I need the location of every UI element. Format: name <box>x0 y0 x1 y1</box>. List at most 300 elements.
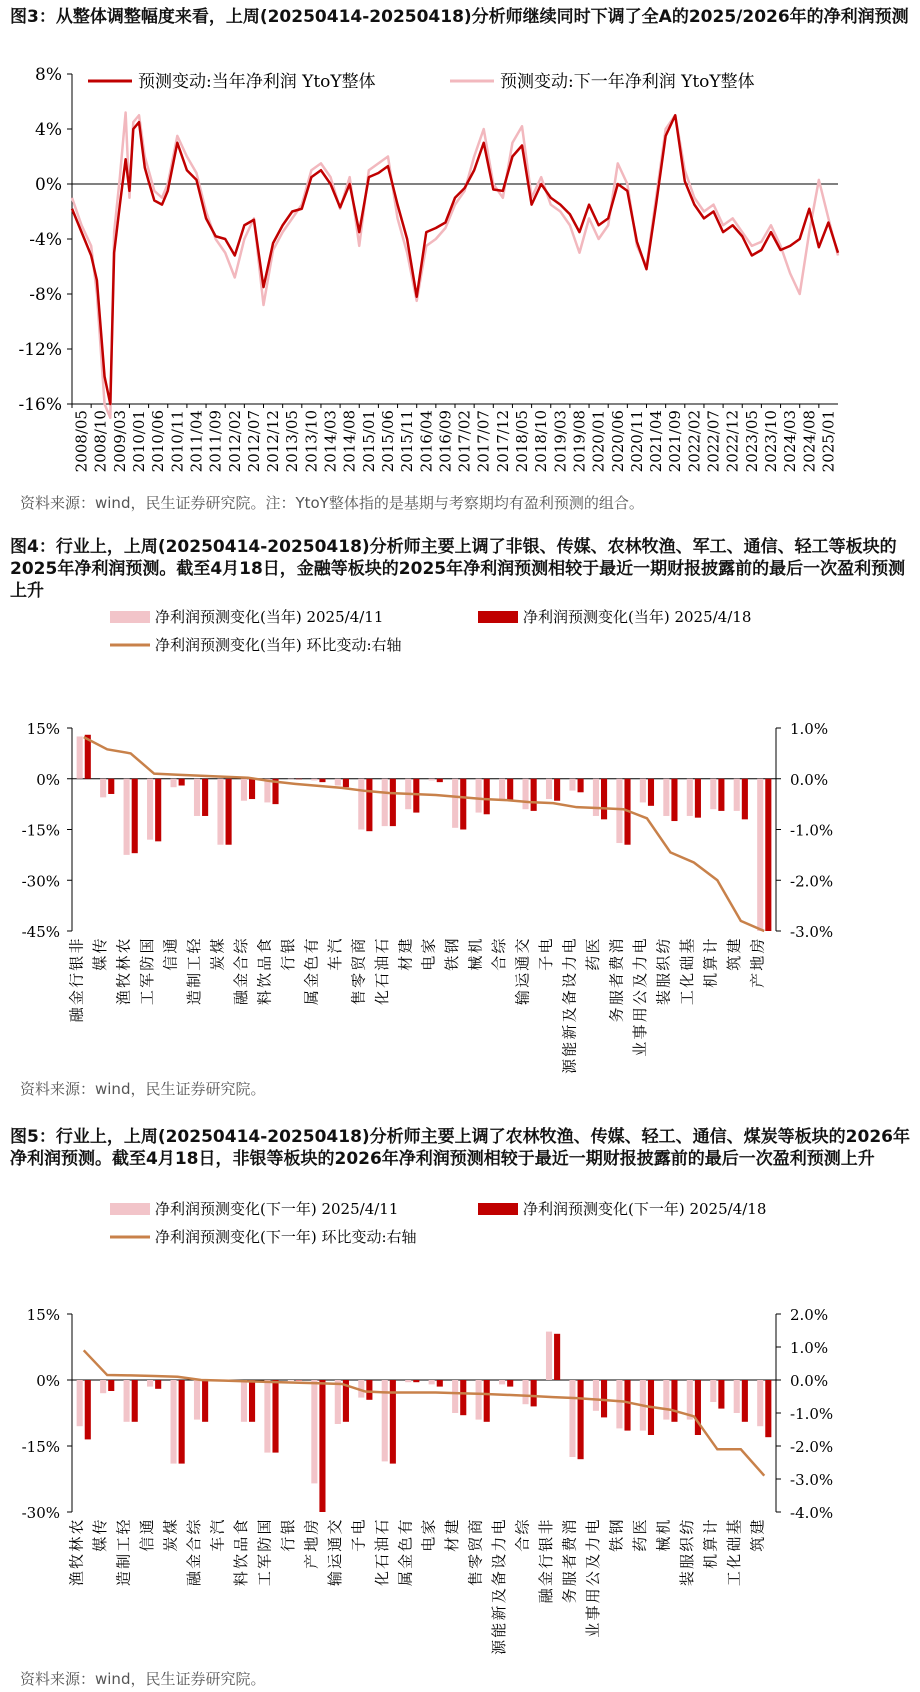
category-label-char: 煤 <box>161 1519 180 1535</box>
category-label-char: 属 <box>302 990 321 1006</box>
bar-curr <box>179 1380 185 1464</box>
x-tick-label: 2011/09 <box>206 410 225 473</box>
bar-prev <box>288 1380 294 1381</box>
category-label-char: 及 <box>560 1007 579 1023</box>
category-label-char: 金 <box>396 1553 415 1569</box>
bar-prev <box>429 1380 435 1384</box>
category-label-char: 建 <box>396 938 415 954</box>
x-tick-label: 2016/04 <box>417 410 436 473</box>
category-label-char: 机 <box>654 1519 673 1535</box>
bar-prev <box>452 779 458 828</box>
bar-curr <box>460 1380 466 1415</box>
bar-curr <box>296 779 302 780</box>
chart4-svg <box>0 602 920 1074</box>
category-label-char: 计 <box>701 938 720 954</box>
category-label-char: 渔 <box>114 990 133 1006</box>
category-label-char: 通 <box>161 938 180 954</box>
bar-prev <box>170 1380 176 1464</box>
bar-prev <box>710 1380 716 1402</box>
category-label-char: 零 <box>349 972 368 988</box>
category-label-char: 金 <box>185 1553 204 1569</box>
category-label-char: 及 <box>584 1553 602 1569</box>
bar-curr <box>108 779 114 794</box>
bar-curr <box>202 779 208 816</box>
y2-tick-label: -2.0% <box>790 872 834 891</box>
category-label-char: 服 <box>560 1571 579 1587</box>
chart3-source: 资料来源：wind，民生证券研究院。注：YtoY整体指的是基期与考察期均有盈利预测的组合。 <box>20 494 644 512</box>
bar-prev <box>593 1380 599 1411</box>
category-label-char: 合 <box>232 955 250 971</box>
bar-curr <box>155 1380 161 1389</box>
category-label-char: 及 <box>630 972 649 988</box>
category-label-char: 装 <box>677 1571 696 1587</box>
bar-curr <box>132 779 138 853</box>
category-label-char: 贸 <box>349 955 368 971</box>
category-label-char: 军 <box>138 972 157 988</box>
bar-curr <box>765 1380 771 1437</box>
bar-curr <box>484 1380 490 1422</box>
bar-prev <box>147 1380 153 1387</box>
category-label-char: 综 <box>232 938 250 954</box>
bar-prev <box>124 779 130 855</box>
category-label-char: 炭 <box>208 955 227 971</box>
bar-prev <box>170 779 176 787</box>
category-label-char: 者 <box>560 1553 579 1569</box>
bar-curr <box>366 1380 372 1400</box>
bar-curr <box>249 779 255 799</box>
category-label-char: 纺 <box>677 1519 696 1535</box>
category-label-char: 费 <box>607 955 626 971</box>
bar-curr <box>437 779 443 782</box>
y2-tick-label: -3.0% <box>790 1471 834 1489</box>
bar-curr <box>366 779 372 831</box>
legend-swatch-prev <box>110 1203 150 1215</box>
category-label-char: 能 <box>490 1622 509 1638</box>
category-label-char: 金 <box>67 990 86 1006</box>
category-label-char: 机 <box>466 938 485 954</box>
category-label-char: 化 <box>372 990 391 1006</box>
figure-5 <box>0 1120 920 1692</box>
category-label-char: 公 <box>630 990 649 1006</box>
category-label-char: 机 <box>701 1553 720 1569</box>
y-tick-label: 8% <box>35 65 62 85</box>
figure-3 <box>0 0 920 520</box>
y-tick-label: -8% <box>29 285 62 305</box>
category-label-char: 服 <box>654 972 673 988</box>
category-label-char: 算 <box>701 955 720 971</box>
x-tick-label: 2018/05 <box>513 410 532 473</box>
category-label-char: 综 <box>490 938 509 954</box>
category-label-char: 行 <box>278 1536 297 1552</box>
category-label-char: 融 <box>537 1588 556 1604</box>
category-label-char: 家 <box>419 1519 438 1535</box>
category-label-char: 渔 <box>67 1571 86 1587</box>
bar-prev <box>194 1380 200 1420</box>
bar-prev <box>217 779 223 845</box>
category-label-char: 材 <box>396 955 415 971</box>
bar-prev <box>264 1380 270 1453</box>
bar-curr <box>437 1380 443 1387</box>
bar-prev <box>358 779 364 830</box>
y2-tick-label: 0.0% <box>790 770 829 789</box>
y-tick-label: 15% <box>26 720 60 738</box>
bar-curr <box>624 1380 630 1431</box>
category-label-char: 力 <box>490 1536 509 1552</box>
category-label-char: 公 <box>584 1571 602 1587</box>
bar-curr <box>413 779 419 813</box>
series-line-next-year <box>72 113 838 418</box>
category-label-char: 费 <box>560 1536 579 1552</box>
bar-prev <box>616 779 622 843</box>
category-label-char: 合 <box>185 1536 204 1552</box>
legend-label-prev: 净利润预测变化(下一年) 2025/4/11 <box>155 1200 399 1218</box>
category-label-char: 融 <box>185 1571 204 1587</box>
x-tick-label: 2015/01 <box>359 410 378 473</box>
x-tick-label: 2013/05 <box>283 410 302 473</box>
bar-prev <box>616 1380 622 1428</box>
category-label-char: 建 <box>748 1519 767 1535</box>
bar-curr <box>296 1380 302 1381</box>
bar-curr <box>554 1334 560 1380</box>
category-label-char: 石 <box>372 1553 391 1569</box>
category-label-char: 传 <box>91 1519 110 1535</box>
category-label-char: 务 <box>607 1007 626 1023</box>
category-label-char: 轻 <box>185 938 204 954</box>
bar-curr <box>484 779 490 815</box>
x-tick-label: 2013/10 <box>302 410 321 473</box>
category-label-char: 金 <box>302 972 321 988</box>
bar-curr <box>742 779 748 820</box>
x-tick-label: 2022/02 <box>685 410 704 473</box>
bar-curr <box>460 779 466 830</box>
category-label-char: 及 <box>490 1588 509 1604</box>
category-label-char: 消 <box>607 938 626 954</box>
x-tick-label: 2012/07 <box>244 410 263 473</box>
legend-label-line: 净利润预测变化(当年) 环比变动:右轴 <box>155 636 402 654</box>
category-label-char: 钢 <box>607 1519 626 1535</box>
category-label-char: 电 <box>490 1519 509 1535</box>
category-label-char: 媒 <box>91 1536 110 1552</box>
y-tick-label: 15% <box>26 1306 60 1324</box>
x-tick-label: 2019/08 <box>570 410 589 473</box>
category-label-char: 食 <box>232 1519 250 1535</box>
x-tick-label: 2010/01 <box>130 410 149 473</box>
category-label-char: 工 <box>724 1571 743 1587</box>
legend-label-next: 预测变动:下一年净利润 YtoY整体 <box>500 72 755 92</box>
bar-curr <box>343 779 349 787</box>
category-label-char: 源 <box>490 1639 509 1655</box>
y-tick-label: -4% <box>29 230 62 250</box>
legend-swatch-curr <box>478 1203 518 1215</box>
category-label-char: 能 <box>560 1041 579 1057</box>
category-label-char: 车 <box>208 1536 227 1552</box>
category-label-char: 电 <box>560 938 579 954</box>
chart5-source: 资料来源：wind，民生证券研究院。 <box>20 1670 266 1688</box>
category-label-char: 药 <box>630 1536 649 1552</box>
category-label-char: 工 <box>255 1571 274 1587</box>
category-label-char: 产 <box>748 972 767 988</box>
category-label-char: 事 <box>630 1024 649 1040</box>
category-label-char: 电 <box>419 1536 438 1552</box>
x-tick-label: 2017/02 <box>455 410 474 473</box>
category-label-char: 牧 <box>67 1553 86 1569</box>
bar-prev <box>640 779 646 803</box>
y-tick-label: 4% <box>35 120 62 140</box>
bar-curr <box>742 1380 748 1422</box>
bar-prev <box>335 779 341 786</box>
category-label-char: 商 <box>466 1519 485 1535</box>
category-label-char: 工 <box>114 1536 133 1552</box>
bar-curr <box>272 1380 278 1453</box>
x-tick-label: 2020/06 <box>608 410 627 473</box>
bar-curr <box>695 779 701 818</box>
x-tick-label: 2022/12 <box>723 410 742 473</box>
category-label-char: 石 <box>372 972 391 988</box>
bar-prev <box>100 1380 106 1393</box>
y2-tick-label: -1.0% <box>790 821 834 840</box>
category-label-char: 防 <box>255 1536 274 1552</box>
x-tick-label: 2017/12 <box>493 410 512 473</box>
bar-curr <box>390 779 396 826</box>
x-tick-label: 2008/10 <box>91 410 110 473</box>
category-label-char: 品 <box>255 955 274 971</box>
bar-prev <box>335 1380 341 1424</box>
bar-prev <box>476 1380 482 1420</box>
chart4-title: 图4：行业上，上周(20250414-20250418)分析师主要上调了非银、传媒、农林牧渔、军工、通信、轻工等板块的2025年净利润预测。截至4月18日，金融等板块的2025年净利润预测相较于最近一期财报披露前的最后一次盈利预测上升 <box>10 537 906 601</box>
chart3-svg <box>0 54 920 514</box>
category-label-char: 工 <box>185 955 204 971</box>
category-label-char: 备 <box>490 1571 509 1587</box>
bar-curr <box>319 1380 325 1512</box>
y-tick-label: 0% <box>36 1372 60 1390</box>
y2-tick-label: -4.0% <box>790 1504 834 1522</box>
bar-curr <box>507 1380 513 1387</box>
bar-prev <box>241 1380 247 1422</box>
bar-curr <box>671 1380 677 1422</box>
category-label-char: 筑 <box>748 1536 767 1552</box>
chart4-source: 资料来源：wind，民生证券研究院。 <box>20 1080 266 1098</box>
x-tick-label: 2019/03 <box>551 410 570 473</box>
bar-prev <box>429 779 435 781</box>
x-tick-label: 2024/08 <box>800 410 819 473</box>
bar-curr <box>155 779 161 842</box>
category-label-char: 售 <box>466 1571 485 1587</box>
bar-curr <box>507 779 513 801</box>
category-label-char: 石 <box>372 1519 391 1535</box>
category-label-char: 务 <box>560 1588 579 1604</box>
category-label-char: 子 <box>537 955 556 971</box>
bar-curr <box>531 1380 537 1406</box>
category-label-char: 银 <box>278 1519 297 1535</box>
category-label-char: 售 <box>349 990 368 1006</box>
bar-curr <box>132 1380 138 1422</box>
bar-curr <box>202 1380 208 1422</box>
y-tick-label: -16% <box>18 395 62 415</box>
category-label-char: 机 <box>701 972 720 988</box>
category-label-char: 建 <box>724 938 743 954</box>
legend-label-curr: 净利润预测变化(当年) 2025/4/18 <box>523 608 752 626</box>
y2-tick-label: 1.0% <box>790 1339 829 1357</box>
category-label-char: 输 <box>513 990 532 1006</box>
category-label-char: 防 <box>138 955 157 971</box>
bar-curr <box>765 779 771 931</box>
category-label-char: 融 <box>232 990 250 1006</box>
x-tick-label: 2011/04 <box>187 410 206 473</box>
legend-swatch-curr <box>478 611 518 623</box>
x-tick-label: 2012/02 <box>225 410 244 473</box>
category-label-char: 械 <box>654 1536 673 1552</box>
category-label-char: 算 <box>701 1536 720 1552</box>
category-label-char: 产 <box>302 1553 321 1569</box>
bar-prev <box>710 779 716 809</box>
bar-prev <box>241 779 247 801</box>
bar-curr <box>718 1380 724 1409</box>
chart5-svg <box>0 1192 920 1662</box>
bar-prev <box>593 779 599 816</box>
x-tick-label: 2010/11 <box>168 410 187 473</box>
y2-tick-label: -2.0% <box>790 1438 834 1456</box>
bar-curr <box>578 1380 584 1459</box>
category-label-char: 力 <box>584 1536 602 1552</box>
bar-prev <box>288 779 294 780</box>
category-label-char: 工 <box>138 990 157 1006</box>
bar-curr <box>413 1380 419 1382</box>
category-label-char: 油 <box>372 955 391 971</box>
category-label-char: 备 <box>560 990 579 1006</box>
category-label-char: 新 <box>490 1605 509 1621</box>
category-label-char: 基 <box>724 1519 743 1535</box>
category-label-char: 通 <box>325 1536 344 1552</box>
x-tick-label: 2012/12 <box>264 410 283 473</box>
y-tick-label: -12% <box>18 340 62 360</box>
category-label-char: 信 <box>161 955 180 971</box>
category-label-char: 基 <box>677 938 696 954</box>
category-label-char: 汽 <box>325 938 344 954</box>
category-label-char: 医 <box>584 938 602 954</box>
x-tick-label: 2015/11 <box>398 410 417 473</box>
category-label-char: 国 <box>255 1519 274 1535</box>
category-label-char: 饮 <box>232 1553 250 1569</box>
category-label-char: 织 <box>677 1536 696 1552</box>
category-label-char: 有 <box>396 1519 415 1535</box>
category-label-char: 贸 <box>466 1536 485 1552</box>
category-label-char: 交 <box>325 1519 344 1535</box>
category-label-char: 业 <box>630 1041 649 1057</box>
x-tick-label: 2018/10 <box>532 410 551 473</box>
category-label-char: 信 <box>138 1536 157 1552</box>
category-label-char: 金 <box>232 972 250 988</box>
y2-tick-label: -1.0% <box>790 1405 834 1423</box>
category-label-char: 力 <box>560 955 579 971</box>
category-label-char: 子 <box>349 1536 368 1552</box>
category-label-char: 交 <box>513 938 532 954</box>
category-label-char: 属 <box>396 1571 415 1587</box>
bar-prev <box>757 1380 763 1426</box>
category-label-char: 造 <box>114 1571 133 1587</box>
category-label-char: 房 <box>748 938 767 954</box>
category-label-char: 非 <box>537 1519 556 1535</box>
bar-curr <box>601 779 607 820</box>
series-line-mom <box>84 737 765 931</box>
category-label-char: 地 <box>302 1536 321 1552</box>
category-label-char: 装 <box>654 990 673 1006</box>
category-label-char: 煤 <box>208 938 227 954</box>
category-label-char: 铁 <box>443 955 462 971</box>
bar-curr <box>85 1380 91 1439</box>
bar-prev <box>77 736 83 778</box>
category-label-char: 材 <box>443 1536 462 1552</box>
y-tick-label: 0% <box>36 770 60 789</box>
bar-curr <box>648 779 654 806</box>
category-label-char: 家 <box>419 938 438 954</box>
bar-prev <box>499 779 505 799</box>
bar-prev <box>687 779 693 816</box>
bar-prev <box>546 779 552 799</box>
category-label-char: 制 <box>114 1553 133 1569</box>
category-label-char: 传 <box>91 938 110 954</box>
x-tick-label: 2023/05 <box>742 410 761 473</box>
category-label-char: 林 <box>114 955 133 971</box>
bar-prev <box>499 1380 505 1384</box>
bar-curr <box>319 779 325 782</box>
category-label-char: 汽 <box>208 1519 227 1535</box>
category-label-char: 合 <box>513 1536 532 1552</box>
category-label-char: 者 <box>607 972 626 988</box>
category-label-char: 织 <box>654 955 673 971</box>
x-tick-label: 2024/03 <box>781 410 800 473</box>
category-label-char: 车 <box>325 955 344 971</box>
bar-prev <box>452 1380 458 1413</box>
bar-curr <box>226 779 232 845</box>
bar-curr <box>179 779 185 786</box>
bar-prev <box>100 779 106 798</box>
category-label-char: 通 <box>513 955 532 971</box>
category-label-char: 国 <box>138 938 157 954</box>
category-label-char: 建 <box>443 1519 462 1535</box>
x-tick-label: 2023/10 <box>761 410 780 473</box>
category-label-char: 钢 <box>443 938 462 954</box>
bar-prev <box>663 779 669 816</box>
bar-prev <box>147 779 153 840</box>
x-tick-label: 2022/07 <box>704 410 723 473</box>
category-label-char: 电 <box>349 1519 368 1535</box>
bar-prev <box>194 779 200 816</box>
category-label-char: 林 <box>67 1536 86 1552</box>
category-label-char: 零 <box>466 1553 485 1569</box>
category-label-char: 色 <box>302 955 321 971</box>
bar-prev <box>311 1380 317 1483</box>
category-label-char: 色 <box>396 1536 415 1552</box>
category-label-char: 造 <box>185 990 204 1006</box>
category-label-char: 媒 <box>91 955 110 971</box>
bar-prev <box>311 779 317 781</box>
category-label-char: 油 <box>372 1536 391 1552</box>
x-tick-label: 2008/05 <box>72 410 91 473</box>
category-label-char: 银 <box>67 955 86 971</box>
legend-label-current: 预测变动:当年净利润 YtoY整体 <box>138 72 376 92</box>
bar-prev <box>546 1332 552 1380</box>
x-tick-label: 2010/06 <box>149 410 168 473</box>
category-label-char: 服 <box>677 1553 696 1569</box>
bar-prev <box>663 1380 669 1420</box>
category-label-char: 融 <box>67 1007 86 1023</box>
y2-tick-label: 2.0% <box>790 1306 829 1324</box>
x-tick-label: 2020/11 <box>627 410 646 473</box>
category-label-char: 业 <box>584 1622 602 1638</box>
category-label-char: 金 <box>537 1571 556 1587</box>
y-tick-label: -30% <box>21 872 60 891</box>
bar-curr <box>578 779 584 793</box>
